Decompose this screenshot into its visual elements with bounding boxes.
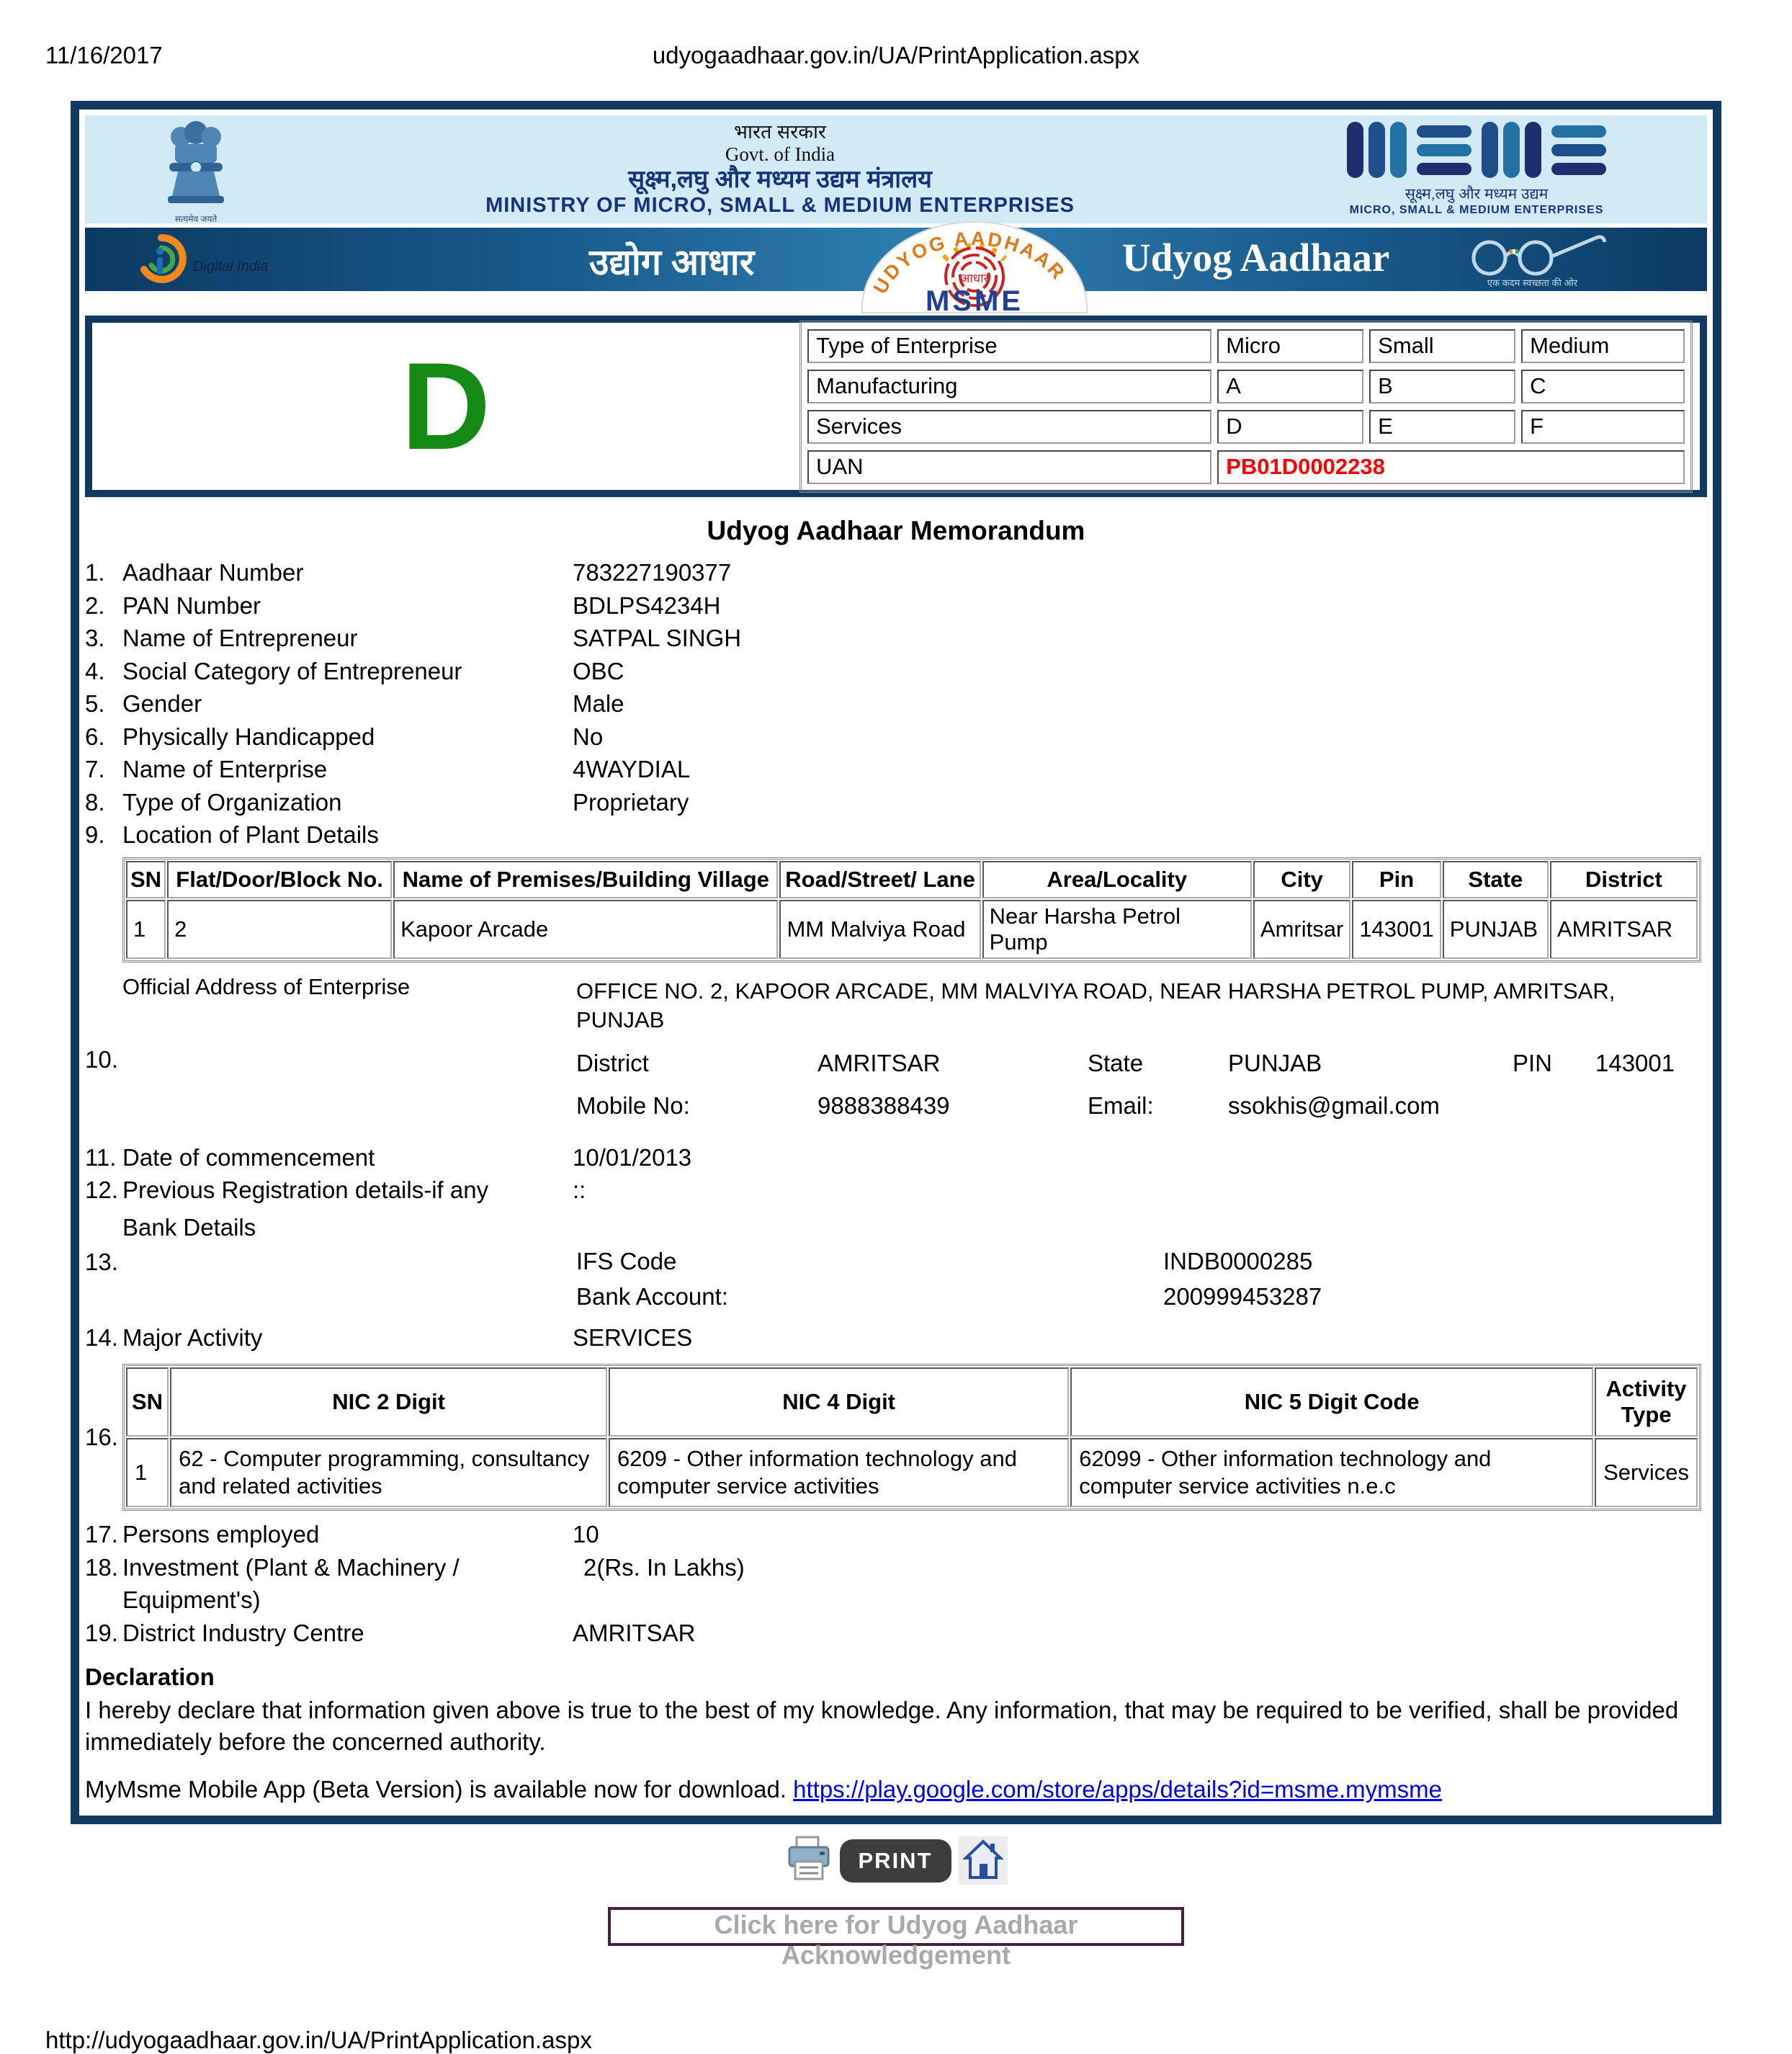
etype-header-cell: Small [1369, 329, 1515, 363]
browser-print-footer-url: http://udyogaadhaar.gov.in/UA/PrintApplication.aspx [45, 2027, 592, 2053]
persons-employed-value: 10 [573, 1521, 599, 1548]
etype-cell: E [1369, 410, 1515, 444]
uan-label-cell: UAN [807, 450, 1211, 484]
etype-cell: C [1521, 370, 1685, 403]
etype-header-cell: Micro [1217, 329, 1363, 363]
table-row [807, 370, 1685, 403]
commencement-date-value: 10/01/2013 [573, 1143, 692, 1171]
ministry-english: MINISTRY OF MICRO, SMALL & MEDIUM ENTERPRISES [485, 193, 1075, 217]
table-row [807, 329, 1685, 363]
nic-code-table [122, 1364, 1701, 1511]
pin-value: 143001 [1595, 1049, 1675, 1076]
list-item: 3. Name of Entrepreneur SATPAL SINGH [85, 622, 1707, 655]
list-item: 12. Previous Registration details-if any :: [85, 1174, 1707, 1207]
declaration-text: I hereby declare that information given above is true to the best of my knowledge. Any information, that may be required to be verified, shall be provided immediately before the concerned authority. [85, 1697, 1679, 1755]
digital-india-label: Digital India [193, 259, 269, 274]
enterprise-type-section [85, 316, 1707, 497]
enterprise-type-table [799, 321, 1693, 493]
list-item: 4. Social Category of Entrepreneur OBC [85, 655, 1707, 688]
physically-handicapped-value: No [573, 723, 604, 750]
list-item: 18. Investment (Plant & Machinery / Equipment's) 2(Rs. In Lakhs) [85, 1551, 1707, 1617]
social-category-value: OBC [573, 657, 624, 684]
enterprise-type-table-panel [799, 315, 1700, 499]
udyog-aadhaar-band [85, 227, 1707, 314]
declaration-heading: Declaration [85, 1664, 215, 1690]
list-item: 11. Date of commencement 10/01/2013 [85, 1141, 1707, 1174]
etype-header-cell: Type of Enterprise [807, 329, 1211, 363]
enterprise-type-code: D [400, 337, 491, 475]
list-item: 9. Location of Plant Details [85, 821, 379, 848]
mymsme-line [85, 1774, 1707, 1805]
acknowledgement-button[interactable]: Click here for Udyog Aadhaar Acknowledgement [608, 1907, 1184, 1946]
official-address-value: OFFICE NO. 2, KAPOOR ARCADE, MM MALVIYA ROAD, NEAR HARSHA PETROL PUMP, AMRITSAR, PUNJAB [576, 978, 1616, 1032]
list-item: 5. Gender Male [85, 687, 1707, 720]
msme-logo [1322, 122, 1631, 217]
major-activity-value: SERVICES [573, 1323, 693, 1351]
page-title: Udyog Aadhaar Memorandum [707, 516, 1085, 545]
emblem-caption: सत्यमेव जयते [174, 214, 218, 224]
uam-msme-text: MSME [926, 285, 1023, 314]
msme-bars-icon [1322, 122, 1631, 178]
etype-cell: D [1217, 410, 1363, 444]
list-item-16: 16. SN NIC 2 Digit NIC 4 Digit NIC 5 Digit Code Activity Type 1 62 - Computer programming, consultancy and related activities 6209 - Other information technology and computer service activities 62099 - Other information technology and computer service activities n.e.c Services [85, 1364, 1707, 1511]
table-row [807, 410, 1685, 444]
band-title-hindi: उद्योग आधार [589, 242, 755, 282]
table-header-row: SN NIC 2 Digit NIC 4 Digit NIC 5 Digit Code Activity Type [126, 1367, 1698, 1437]
district-value: AMRITSAR [817, 1049, 941, 1076]
email-value: ssokhis@gmail.com [1228, 1091, 1440, 1119]
ifs-code-value: INDB0000285 [1163, 1247, 1313, 1274]
investment-value: 2(Rs. In Lakhs) [583, 1553, 745, 1581]
official-address-row [85, 973, 1707, 1035]
previous-registration-value: :: [573, 1176, 586, 1203]
print-date: 11/16/2017 [45, 42, 163, 68]
home-button[interactable] [959, 1836, 1008, 1885]
swachh-bharat-tagline: एक कदम स्वच्छता की ओर [1487, 277, 1578, 288]
band-title-english: Udyog Aadhaar [1122, 236, 1390, 280]
document-frame [71, 101, 1721, 1824]
mymsme-text: MyMsme Mobile App (Beta Version) is available now for download. [85, 1776, 787, 1803]
enterprise-code-panel [92, 337, 799, 475]
district-industry-centre-value: AMRITSAR [573, 1619, 696, 1646]
state-value: PUNJAB [1228, 1049, 1322, 1076]
ifs-code-row: IFS Code INDB0000285 [576, 1243, 1707, 1279]
list-item: 1. Aadhaar Number 783227190377 [85, 556, 1707, 589]
enterprise-name-value: 4WAYDIAL [573, 756, 691, 782]
govt-of-india-hindi: भारत सरकार [734, 120, 826, 143]
bank-details-label: Bank Details [122, 1213, 256, 1241]
ashoka-emblem-logo [153, 118, 238, 224]
list-item-10: 10. District AMRITSAR State PUNJAB PIN 143001 Mobile No: 9888388439 Email: ssokhis@gmail.com [85, 1046, 1707, 1131]
etype-cell: B [1369, 370, 1515, 403]
entrepreneur-name-value: SATPAL SINGH [573, 625, 742, 651]
official-address-label: Official Address of Enterprise [122, 973, 411, 999]
district-state-pin-row: District AMRITSAR State PUNJAB PIN 143001 [576, 1046, 1707, 1080]
aadhaar-number-value: 783227190377 [573, 559, 732, 586]
etype-cell: Manufacturing [807, 370, 1211, 403]
print-header-url: udyogaadhaar.gov.in/UA/PrintApplication.aspx [652, 42, 1140, 68]
ministry-hindi: सूक्ष्म,लघु और मध्यम उद्यम मंत्रालय [628, 165, 932, 193]
browser-print-header [0, 0, 1792, 101]
msme-logo-english-text: MICRO, SMALL & MEDIUM ENTERPRISES [1349, 204, 1604, 216]
list-item: 8. Type of Organization Proprietary [85, 786, 1707, 819]
msme-logo-hindi-text: सूक्ष्म,लघु और मध्यम उद्यम [1405, 186, 1549, 202]
udyog-aadhaar-msme-logo [859, 218, 1090, 318]
uam-center-hindi: आधार [960, 272, 989, 285]
etype-cell: Services [807, 410, 1211, 444]
bank-account-value: 200999453287 [1163, 1282, 1322, 1310]
mobile-email-row: Mobile No: 9888388439 Email: ssokhis@gmail.com [576, 1089, 1707, 1122]
table-row: 1 2 Kapoor Arcade MM Malviya Road Near Harsha Petrol Pump Amritsar 143001 PUNJAB AMRITSAR [126, 900, 1698, 959]
uam-arc-text: UDYOG AADHAAR [869, 227, 1070, 298]
list-item: 19. District Industry Centre AMRITSAR [85, 1617, 1707, 1650]
etype-header-cell: Medium [1521, 329, 1685, 363]
nic4-value: 6209 - Other information technology and computer service activities [609, 1438, 1069, 1507]
printer-icon[interactable] [785, 1836, 833, 1885]
digital-india-logo [135, 233, 269, 285]
activity-type-value: Services [1595, 1438, 1698, 1507]
list-item-13: 13. Bank Details IFS Code INDB0000285 Bank Account: 200999453287 [85, 1211, 1707, 1314]
organization-type-value: Proprietary [573, 788, 689, 816]
govt-banner [85, 115, 1707, 223]
home-icon [964, 1871, 1002, 1882]
etype-cell: A [1217, 370, 1363, 403]
print-button[interactable]: PRINT [840, 1839, 951, 1883]
gender-value: Male [573, 690, 624, 717]
govt-of-india-english: Govt. of India [725, 143, 835, 165]
ministry-title-block [238, 121, 1322, 218]
plant-location-table [122, 857, 1701, 963]
table-header-row: SN Flat/Door/Block No. Name of Premises/Building Village Road/Street/ Lane Area/Locality City Pin State District [126, 861, 1698, 898]
nic2-value: 62 - Computer programming, consultancy and related activities [170, 1438, 607, 1507]
list-item: 17. Persons employed 10 [85, 1518, 1707, 1551]
table-row [807, 450, 1685, 484]
list-item: 6. Physically Handicapped No [85, 720, 1707, 754]
list-item: 14. Major Activity SERVICES [85, 1321, 1707, 1354]
etype-cell: F [1521, 410, 1685, 444]
mymsme-app-link[interactable]: https://play.google.com/store/apps/details?id=msme.mymsme [793, 1776, 1443, 1803]
action-row [0, 1836, 1792, 1885]
table-row: 1 62 - Computer programming, consultancy and related activities 6209 - Other information technology and computer service activities 62099 - Other information technology and computer service activities n.e.c Services [126, 1438, 1698, 1507]
list-item: 7. Name of Enterprise 4WAYDIAL [85, 753, 1707, 786]
nic5-value: 62099 - Other information technology and computer service activities n.e.c [1070, 1438, 1593, 1507]
pan-number-value: BDLPS4234H [573, 591, 721, 619]
swachh-bharat-logo [1455, 232, 1610, 289]
mobile-value: 9888388439 [817, 1091, 950, 1119]
list-item: 2. PAN Number BDLPS4234H [85, 589, 1707, 622]
bank-account-row: Bank Account: 200999453287 [576, 1279, 1707, 1314]
uan-value: PB01D0002238 [1217, 450, 1685, 484]
